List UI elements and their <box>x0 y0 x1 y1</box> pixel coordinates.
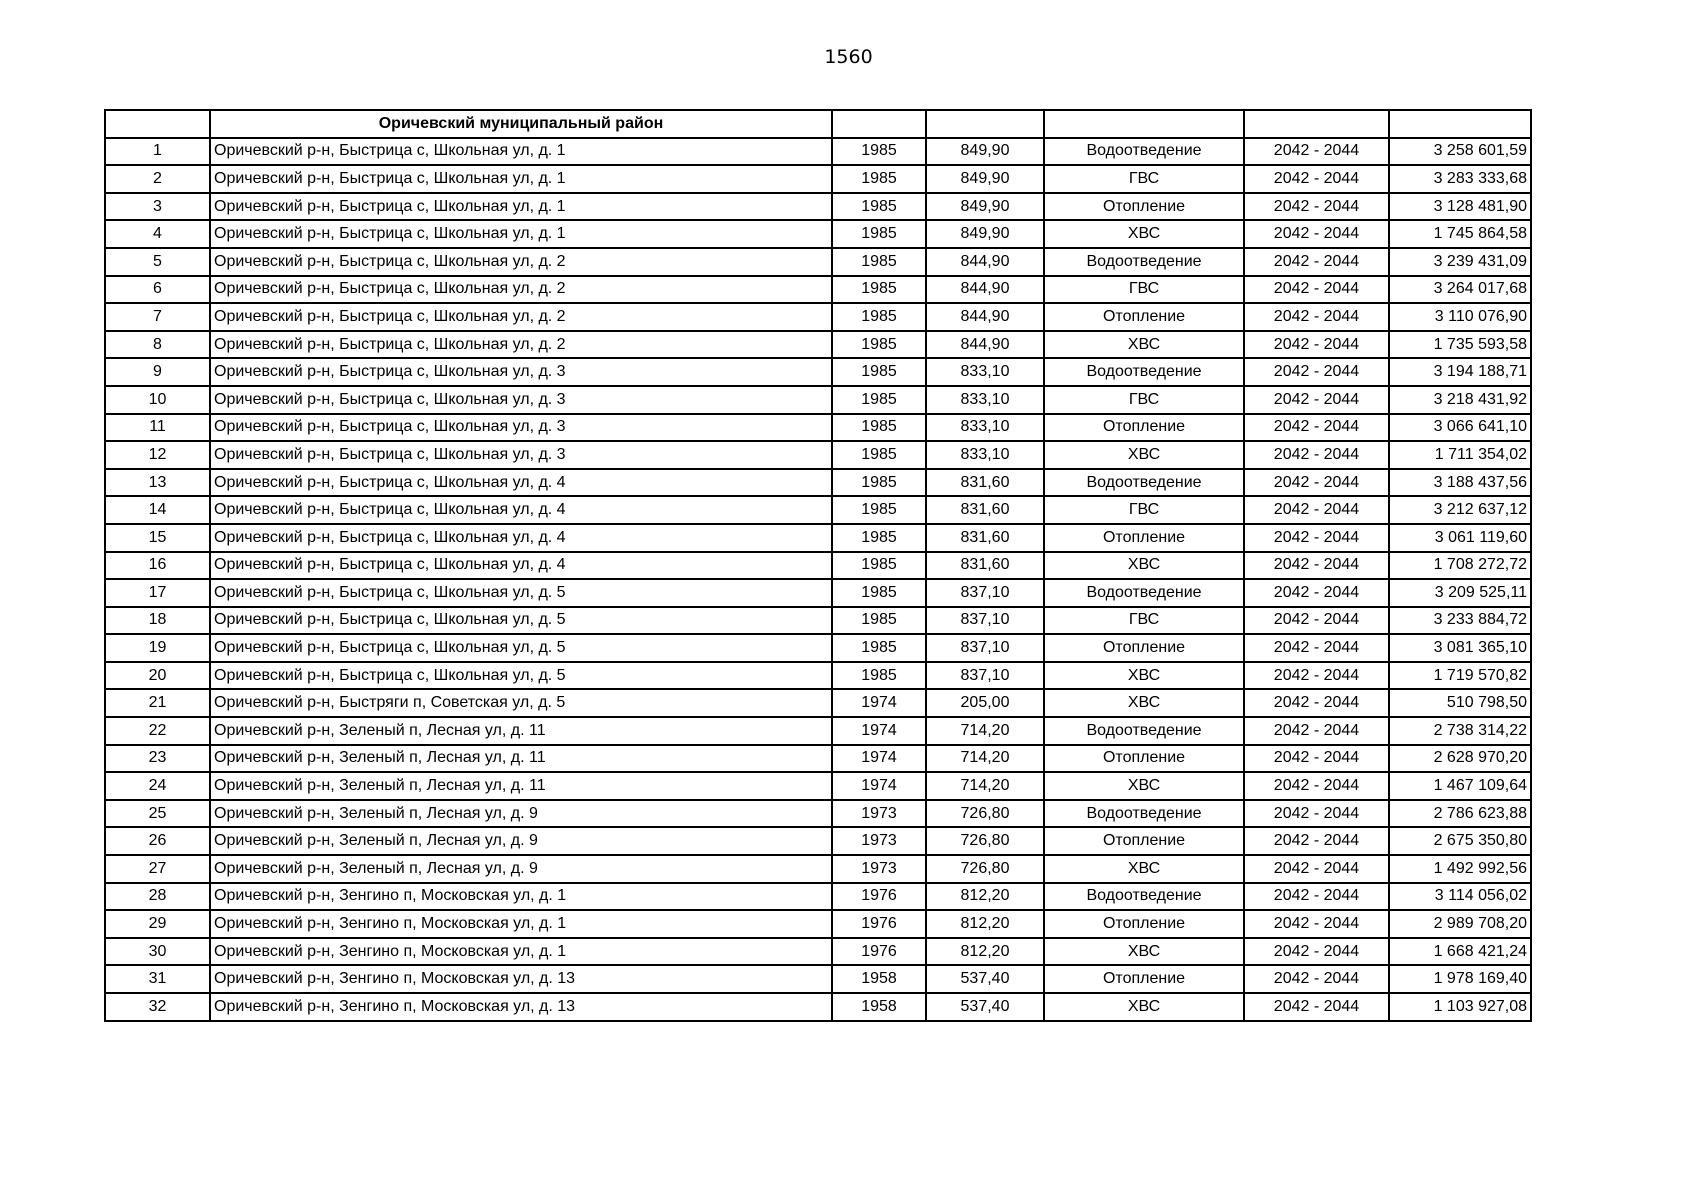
system-cell: Водоотведение <box>1044 883 1244 911</box>
district-header-row <box>105 110 1531 138</box>
area-cell: 837,10 <box>926 634 1044 662</box>
address-cell: Оричевский р-н, Быстрица с, Школьная ул, д. 2 <box>210 248 832 276</box>
row-number: 13 <box>105 469 210 497</box>
system-cell: Отопление <box>1044 745 1244 773</box>
area-cell: 831,60 <box>926 496 1044 524</box>
cost-cell: 3 194 188,71 <box>1389 358 1531 386</box>
address-cell: Оричевский р-н, Быстряги п, Советская ул, д. 5 <box>210 689 832 717</box>
area-cell: 714,20 <box>926 717 1044 745</box>
period-cell: 2042 - 2044 <box>1244 276 1389 304</box>
system-cell: Водоотведение <box>1044 138 1244 166</box>
table-row <box>105 469 1531 497</box>
area-cell: 726,80 <box>926 855 1044 883</box>
year-built-cell: 1985 <box>832 193 926 221</box>
table-row <box>105 303 1531 331</box>
table-row <box>105 276 1531 304</box>
system-cell: Отопление <box>1044 303 1244 331</box>
row-number: 20 <box>105 662 210 690</box>
cost-cell: 3 066 641,10 <box>1389 414 1531 442</box>
system-cell: ХВС <box>1044 441 1244 469</box>
table-row <box>105 910 1531 938</box>
cost-cell: 3 239 431,09 <box>1389 248 1531 276</box>
table-row <box>105 441 1531 469</box>
period-cell: 2042 - 2044 <box>1244 938 1389 966</box>
address-cell: Оричевский р-н, Быстрица с, Школьная ул, д. 3 <box>210 414 832 442</box>
area-cell: 837,10 <box>926 662 1044 690</box>
area-cell: 812,20 <box>926 938 1044 966</box>
row-number: 3 <box>105 193 210 221</box>
system-cell: ХВС <box>1044 772 1244 800</box>
year-built-cell: 1974 <box>832 689 926 717</box>
row-number: 18 <box>105 607 210 635</box>
address-cell: Оричевский р-н, Зеленый п, Лесная ул, д. 9 <box>210 855 832 883</box>
address-cell: Оричевский р-н, Быстрица с, Школьная ул, д. 2 <box>210 331 832 359</box>
period-cell: 2042 - 2044 <box>1244 689 1389 717</box>
district-header-cell-num <box>105 110 210 138</box>
cost-cell: 2 675 350,80 <box>1389 827 1531 855</box>
row-number: 11 <box>105 414 210 442</box>
area-cell: 837,10 <box>926 579 1044 607</box>
system-cell: Водоотведение <box>1044 579 1244 607</box>
area-cell: 833,10 <box>926 386 1044 414</box>
area-cell: 537,40 <box>926 993 1044 1021</box>
year-built-cell: 1976 <box>832 910 926 938</box>
system-cell: ГВС <box>1044 496 1244 524</box>
district-header-cell-area <box>926 110 1044 138</box>
area-cell: 714,20 <box>926 772 1044 800</box>
area-cell: 831,60 <box>926 524 1044 552</box>
cost-cell: 2 628 970,20 <box>1389 745 1531 773</box>
area-cell: 849,90 <box>926 165 1044 193</box>
cost-cell: 3 128 481,90 <box>1389 193 1531 221</box>
table-row <box>105 938 1531 966</box>
year-built-cell: 1985 <box>832 303 926 331</box>
table-row <box>105 552 1531 580</box>
cost-cell: 2 786 623,88 <box>1389 800 1531 828</box>
system-cell: Отопление <box>1044 634 1244 662</box>
year-built-cell: 1973 <box>832 800 926 828</box>
cost-cell: 3 061 119,60 <box>1389 524 1531 552</box>
period-cell: 2042 - 2044 <box>1244 248 1389 276</box>
system-cell: Отопление <box>1044 524 1244 552</box>
area-cell: 812,20 <box>926 883 1044 911</box>
address-cell: Оричевский р-н, Быстрица с, Школьная ул, д. 1 <box>210 165 832 193</box>
cost-cell: 3 233 884,72 <box>1389 607 1531 635</box>
page-number: 1560 <box>824 46 873 68</box>
period-cell: 2042 - 2044 <box>1244 441 1389 469</box>
system-cell: ХВС <box>1044 552 1244 580</box>
period-cell: 2042 - 2044 <box>1244 965 1389 993</box>
period-cell: 2042 - 2044 <box>1244 772 1389 800</box>
cost-cell: 1 103 927,08 <box>1389 993 1531 1021</box>
table-row <box>105 496 1531 524</box>
row-number: 29 <box>105 910 210 938</box>
year-built-cell: 1985 <box>832 386 926 414</box>
area-cell: 849,90 <box>926 138 1044 166</box>
table-row <box>105 386 1531 414</box>
area-cell: 833,10 <box>926 441 1044 469</box>
period-cell: 2042 - 2044 <box>1244 496 1389 524</box>
row-number: 28 <box>105 883 210 911</box>
year-built-cell: 1958 <box>832 965 926 993</box>
year-built-cell: 1985 <box>832 441 926 469</box>
cost-cell: 3 218 431,92 <box>1389 386 1531 414</box>
year-built-cell: 1973 <box>832 827 926 855</box>
area-cell: 837,10 <box>926 607 1044 635</box>
address-cell: Оричевский р-н, Быстрица с, Школьная ул, д. 1 <box>210 193 832 221</box>
area-cell: 844,90 <box>926 331 1044 359</box>
row-number: 15 <box>105 524 210 552</box>
cost-cell: 1 467 109,64 <box>1389 772 1531 800</box>
system-cell: ХВС <box>1044 662 1244 690</box>
area-cell: 714,20 <box>926 745 1044 773</box>
period-cell: 2042 - 2044 <box>1244 745 1389 773</box>
system-cell: ХВС <box>1044 993 1244 1021</box>
table-row <box>105 965 1531 993</box>
year-built-cell: 1985 <box>832 138 926 166</box>
address-cell: Оричевский р-н, Быстрица с, Школьная ул, д. 1 <box>210 220 832 248</box>
system-cell: Водоотведение <box>1044 248 1244 276</box>
table-row <box>105 800 1531 828</box>
address-cell: Оричевский р-н, Зеленый п, Лесная ул, д. 11 <box>210 772 832 800</box>
year-built-cell: 1985 <box>832 607 926 635</box>
cost-cell: 1 668 421,24 <box>1389 938 1531 966</box>
row-number: 14 <box>105 496 210 524</box>
year-built-cell: 1985 <box>832 469 926 497</box>
address-cell: Оричевский р-н, Зеленый п, Лесная ул, д. 9 <box>210 827 832 855</box>
table-row <box>105 855 1531 883</box>
table-row <box>105 524 1531 552</box>
year-built-cell: 1985 <box>832 276 926 304</box>
row-number: 1 <box>105 138 210 166</box>
cost-cell: 1 492 992,56 <box>1389 855 1531 883</box>
row-number: 26 <box>105 827 210 855</box>
table-row <box>105 717 1531 745</box>
year-built-cell: 1985 <box>832 414 926 442</box>
cost-cell: 2 738 314,22 <box>1389 717 1531 745</box>
period-cell: 2042 - 2044 <box>1244 386 1389 414</box>
system-cell: Водоотведение <box>1044 358 1244 386</box>
district-header-cell-year <box>832 110 926 138</box>
row-number: 27 <box>105 855 210 883</box>
district-header-title: Оричевский муниципальный район <box>210 110 832 138</box>
system-cell: ХВС <box>1044 855 1244 883</box>
row-number: 25 <box>105 800 210 828</box>
area-cell: 833,10 <box>926 358 1044 386</box>
address-cell: Оричевский р-н, Зенгино п, Московская ул, д. 13 <box>210 965 832 993</box>
year-built-cell: 1974 <box>832 772 926 800</box>
system-cell: Водоотведение <box>1044 469 1244 497</box>
period-cell: 2042 - 2044 <box>1244 717 1389 745</box>
year-built-cell: 1974 <box>832 745 926 773</box>
period-cell: 2042 - 2044 <box>1244 331 1389 359</box>
row-number: 30 <box>105 938 210 966</box>
table-row <box>105 414 1531 442</box>
district-header-cell-period <box>1244 110 1389 138</box>
area-cell: 844,90 <box>926 248 1044 276</box>
area-cell: 844,90 <box>926 303 1044 331</box>
address-cell: Оричевский р-н, Быстрица с, Школьная ул, д. 4 <box>210 469 832 497</box>
table-row <box>105 662 1531 690</box>
year-built-cell: 1976 <box>832 938 926 966</box>
area-cell: 849,90 <box>926 193 1044 221</box>
row-number: 21 <box>105 689 210 717</box>
area-cell: 844,90 <box>926 276 1044 304</box>
system-cell: ХВС <box>1044 689 1244 717</box>
row-number: 6 <box>105 276 210 304</box>
period-cell: 2042 - 2044 <box>1244 524 1389 552</box>
cost-cell: 3 258 601,59 <box>1389 138 1531 166</box>
table-row <box>105 138 1531 166</box>
cost-cell: 3 114 056,02 <box>1389 883 1531 911</box>
period-cell: 2042 - 2044 <box>1244 303 1389 331</box>
row-number: 19 <box>105 634 210 662</box>
district-header-cell-cost <box>1389 110 1531 138</box>
year-built-cell: 1976 <box>832 883 926 911</box>
system-cell: Отопление <box>1044 827 1244 855</box>
row-number: 17 <box>105 579 210 607</box>
table-row <box>105 220 1531 248</box>
row-number: 2 <box>105 165 210 193</box>
table-row <box>105 248 1531 276</box>
table-row <box>105 745 1531 773</box>
period-cell: 2042 - 2044 <box>1244 358 1389 386</box>
table-row <box>105 827 1531 855</box>
row-number: 23 <box>105 745 210 773</box>
cost-cell: 3 188 437,56 <box>1389 469 1531 497</box>
row-number: 24 <box>105 772 210 800</box>
period-cell: 2042 - 2044 <box>1244 607 1389 635</box>
system-cell: ГВС <box>1044 165 1244 193</box>
year-built-cell: 1985 <box>832 496 926 524</box>
cost-cell: 3 110 076,90 <box>1389 303 1531 331</box>
address-cell: Оричевский р-н, Быстрица с, Школьная ул, д. 1 <box>210 138 832 166</box>
area-cell: 537,40 <box>926 965 1044 993</box>
period-cell: 2042 - 2044 <box>1244 662 1389 690</box>
address-cell: Оричевский р-н, Быстрица с, Школьная ул, д. 5 <box>210 662 832 690</box>
cost-cell: 3 209 525,11 <box>1389 579 1531 607</box>
period-cell: 2042 - 2044 <box>1244 579 1389 607</box>
cost-cell: 1 978 169,40 <box>1389 965 1531 993</box>
system-cell: ГВС <box>1044 386 1244 414</box>
system-cell: ГВС <box>1044 607 1244 635</box>
row-number: 12 <box>105 441 210 469</box>
cost-cell: 1 735 593,58 <box>1389 331 1531 359</box>
table-row <box>105 579 1531 607</box>
row-number: 32 <box>105 993 210 1021</box>
period-cell: 2042 - 2044 <box>1244 855 1389 883</box>
year-built-cell: 1985 <box>832 165 926 193</box>
address-cell: Оричевский р-н, Зенгино п, Московская ул, д. 1 <box>210 910 832 938</box>
table-body <box>105 110 1531 1021</box>
year-built-cell: 1985 <box>832 634 926 662</box>
period-cell: 2042 - 2044 <box>1244 220 1389 248</box>
row-number: 7 <box>105 303 210 331</box>
year-built-cell: 1985 <box>832 248 926 276</box>
system-cell: Водоотведение <box>1044 800 1244 828</box>
address-cell: Оричевский р-н, Быстрица с, Школьная ул, д. 4 <box>210 552 832 580</box>
year-built-cell: 1985 <box>832 331 926 359</box>
period-cell: 2042 - 2044 <box>1244 910 1389 938</box>
area-cell: 812,20 <box>926 910 1044 938</box>
row-number: 16 <box>105 552 210 580</box>
cost-cell: 1 708 272,72 <box>1389 552 1531 580</box>
period-cell: 2042 - 2044 <box>1244 883 1389 911</box>
period-cell: 2042 - 2044 <box>1244 193 1389 221</box>
table-row <box>105 883 1531 911</box>
row-number: 5 <box>105 248 210 276</box>
address-cell: Оричевский р-н, Зеленый п, Лесная ул, д. 9 <box>210 800 832 828</box>
area-cell: 726,80 <box>926 827 1044 855</box>
year-built-cell: 1973 <box>832 855 926 883</box>
year-built-cell: 1958 <box>832 993 926 1021</box>
year-built-cell: 1974 <box>832 717 926 745</box>
table-row <box>105 634 1531 662</box>
cost-cell: 3 283 333,68 <box>1389 165 1531 193</box>
year-built-cell: 1985 <box>832 220 926 248</box>
system-cell: Отопление <box>1044 414 1244 442</box>
system-cell: Отопление <box>1044 193 1244 221</box>
housing-repair-table <box>104 109 1532 1022</box>
row-number: 4 <box>105 220 210 248</box>
period-cell: 2042 - 2044 <box>1244 469 1389 497</box>
period-cell: 2042 - 2044 <box>1244 552 1389 580</box>
system-cell: Отопление <box>1044 910 1244 938</box>
address-cell: Оричевский р-н, Быстрица с, Школьная ул, д. 2 <box>210 276 832 304</box>
system-cell: ХВС <box>1044 220 1244 248</box>
table-row <box>105 772 1531 800</box>
address-cell: Оричевский р-н, Быстрица с, Школьная ул, д. 3 <box>210 386 832 414</box>
period-cell: 2042 - 2044 <box>1244 827 1389 855</box>
address-cell: Оричевский р-н, Быстрица с, Школьная ул, д. 3 <box>210 441 832 469</box>
cost-cell: 2 989 708,20 <box>1389 910 1531 938</box>
period-cell: 2042 - 2044 <box>1244 414 1389 442</box>
address-cell: Оричевский р-н, Зеленый п, Лесная ул, д. 11 <box>210 717 832 745</box>
address-cell: Оричевский р-н, Быстрица с, Школьная ул, д. 5 <box>210 607 832 635</box>
period-cell: 2042 - 2044 <box>1244 800 1389 828</box>
address-cell: Оричевский р-н, Зенгино п, Московская ул, д. 13 <box>210 993 832 1021</box>
table-row <box>105 993 1531 1021</box>
year-built-cell: 1985 <box>832 579 926 607</box>
address-cell: Оричевский р-н, Зенгино п, Московская ул, д. 1 <box>210 938 832 966</box>
address-cell: Оричевский р-н, Быстрица с, Школьная ул, д. 3 <box>210 358 832 386</box>
address-cell: Оричевский р-н, Быстрица с, Школьная ул, д. 5 <box>210 634 832 662</box>
area-cell: 833,10 <box>926 414 1044 442</box>
year-built-cell: 1985 <box>832 662 926 690</box>
period-cell: 2042 - 2044 <box>1244 165 1389 193</box>
table-row <box>105 607 1531 635</box>
row-number: 10 <box>105 386 210 414</box>
table-row <box>105 689 1531 717</box>
row-number: 22 <box>105 717 210 745</box>
system-cell: Отопление <box>1044 965 1244 993</box>
system-cell: Водоотведение <box>1044 717 1244 745</box>
address-cell: Оричевский р-н, Быстрица с, Школьная ул, д. 4 <box>210 496 832 524</box>
period-cell: 2042 - 2044 <box>1244 993 1389 1021</box>
table-row <box>105 165 1531 193</box>
cost-cell: 1 719 570,82 <box>1389 662 1531 690</box>
period-cell: 2042 - 2044 <box>1244 634 1389 662</box>
area-cell: 205,00 <box>926 689 1044 717</box>
row-number: 31 <box>105 965 210 993</box>
area-cell: 726,80 <box>926 800 1044 828</box>
year-built-cell: 1985 <box>832 552 926 580</box>
address-cell: Оричевский р-н, Быстрица с, Школьная ул, д. 5 <box>210 579 832 607</box>
system-cell: ГВС <box>1044 276 1244 304</box>
area-cell: 831,60 <box>926 469 1044 497</box>
row-number: 8 <box>105 331 210 359</box>
address-cell: Оричевский р-н, Быстрица с, Школьная ул, д. 4 <box>210 524 832 552</box>
address-cell: Оричевский р-н, Зеленый п, Лесная ул, д. 11 <box>210 745 832 773</box>
year-built-cell: 1985 <box>832 358 926 386</box>
year-built-cell: 1985 <box>832 524 926 552</box>
cost-cell: 3 264 017,68 <box>1389 276 1531 304</box>
period-cell: 2042 - 2044 <box>1244 138 1389 166</box>
table-row <box>105 331 1531 359</box>
cost-cell: 1 711 354,02 <box>1389 441 1531 469</box>
system-cell: ХВС <box>1044 938 1244 966</box>
system-cell: ХВС <box>1044 331 1244 359</box>
area-cell: 831,60 <box>926 552 1044 580</box>
cost-cell: 3 212 637,12 <box>1389 496 1531 524</box>
cost-cell: 510 798,50 <box>1389 689 1531 717</box>
area-cell: 849,90 <box>926 220 1044 248</box>
table-row <box>105 358 1531 386</box>
address-cell: Оричевский р-н, Быстрица с, Школьная ул, д. 2 <box>210 303 832 331</box>
table-row <box>105 193 1531 221</box>
district-header-cell-system <box>1044 110 1244 138</box>
cost-cell: 1 745 864,58 <box>1389 220 1531 248</box>
row-number: 9 <box>105 358 210 386</box>
cost-cell: 3 081 365,10 <box>1389 634 1531 662</box>
address-cell: Оричевский р-н, Зенгино п, Московская ул, д. 1 <box>210 883 832 911</box>
